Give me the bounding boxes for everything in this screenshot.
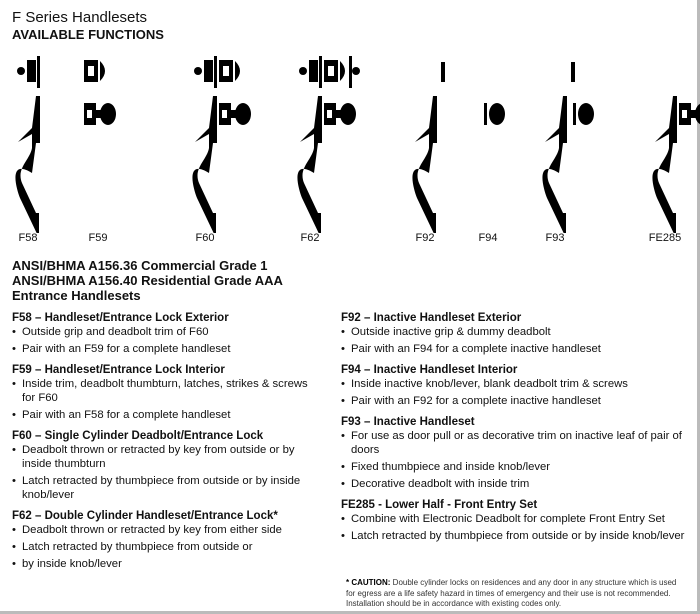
ansi-heading xyxy=(12,258,283,303)
grip-icon xyxy=(192,96,217,233)
ansi-line: ANSI/BHMA A156.40 Residential Grade AAA xyxy=(12,273,283,288)
product-code-label: F94 xyxy=(478,232,498,244)
key-cylinder-icon xyxy=(194,67,202,75)
function-bullet: • Decorative deadbolt with inside trim xyxy=(341,477,691,491)
function-title: F60 – Single Cylinder Deadbolt/Entrance Lock xyxy=(12,430,264,442)
function-section xyxy=(12,509,312,571)
function-title: F93 – Inactive Handleset xyxy=(341,416,475,428)
function-bullet: • Outside grip and deadbolt trim of F60 xyxy=(12,325,312,339)
function-bullet: • Pair with an F59 for a complete handleset xyxy=(12,342,312,356)
grip-icon xyxy=(412,96,437,233)
ansi-line: Entrance Handlesets xyxy=(12,288,141,303)
thumbturn-knob-icon xyxy=(100,61,105,81)
thumbturn-slot xyxy=(88,66,94,76)
dummy-deadbolt-icon xyxy=(441,62,445,82)
key-cylinder-icon xyxy=(17,67,25,75)
handleset-fe285-icon xyxy=(652,96,700,233)
deadbolt-icon xyxy=(309,60,318,82)
knob-icon xyxy=(100,103,116,125)
key-cylinder-icon xyxy=(299,67,307,75)
left-function-list xyxy=(12,311,312,578)
product-code-label: F62 xyxy=(300,232,320,244)
function-section xyxy=(341,415,691,491)
caution-text: Double cylinder locks on residences and any door in any structure which is used for egress are a life safety hazard in times of emergency and their use is not recommended. Installation should be in accordance with existing codes only. xyxy=(346,578,677,608)
product-code-label: F93 xyxy=(545,232,565,244)
function-title: FE285 - Lower Half - Front Entry Set xyxy=(341,499,538,511)
product-code-label: FE285 xyxy=(648,232,682,244)
grip-icon xyxy=(297,96,322,233)
function-title: F58 – Handleset/Entrance Lock Exterior xyxy=(12,312,229,324)
function-bullet: • Pair with an F92 for a complete inactive handleset xyxy=(341,394,691,408)
rose-icon xyxy=(484,103,487,125)
rose-icon xyxy=(573,103,576,125)
function-bullet: • For use as door pull or as decorative trim on inactive leaf of pair of doors xyxy=(341,429,691,457)
function-section xyxy=(341,363,691,408)
right-function-list xyxy=(341,311,691,550)
page-title: F Series Handlesets xyxy=(12,9,148,26)
trim-slot xyxy=(327,110,332,118)
function-bullet: • Fixed thumbpiece and inside knob/lever xyxy=(341,460,691,474)
thumbturn-slot xyxy=(223,66,229,76)
rose-icon xyxy=(319,56,322,88)
handleset-f60-icon xyxy=(192,56,251,233)
function-section xyxy=(12,429,312,502)
knob-neck-icon xyxy=(691,110,697,118)
trim-slot xyxy=(222,110,227,118)
function-bullet: • Inside inactive knob/lever, blank deadbolt trim & screws xyxy=(341,377,691,391)
product-code-label: F60 xyxy=(195,232,215,244)
function-bullet: • Outside inactive grip & dummy deadbolt xyxy=(341,325,691,339)
function-bullet: • Pair with an F58 for a complete handleset xyxy=(12,408,312,422)
grip-icon xyxy=(542,96,567,233)
knob-icon xyxy=(578,103,594,125)
knob-neck-icon xyxy=(231,110,237,118)
deadbolt-icon xyxy=(204,60,213,82)
function-bullet: • Pair with an F94 for a complete inactive handleset xyxy=(341,342,691,356)
function-title: F92 – Inactive Handleset Exterior xyxy=(341,312,522,324)
handleset-f59-icon xyxy=(84,60,116,125)
grip-icon xyxy=(652,96,677,233)
function-section xyxy=(341,311,691,356)
rose-icon xyxy=(37,56,40,88)
function-title: F59 – Handleset/Entrance Lock Interior xyxy=(12,364,225,376)
handleset-f94-icon xyxy=(484,103,505,125)
function-bullet: • Latch retracted by thumbpiece from outside or by inside knob/lever xyxy=(341,529,691,543)
function-title: F94 – Inactive Handleset Interior xyxy=(341,364,518,376)
handleset-f58-icon xyxy=(15,56,40,233)
handleset-f92-icon xyxy=(412,62,445,233)
function-bullet: • Latch retracted by thumbpiece from outside or xyxy=(12,540,312,554)
function-section xyxy=(341,498,691,543)
function-section xyxy=(12,363,312,422)
knob-icon xyxy=(235,103,251,125)
knob-neck-icon xyxy=(96,110,102,118)
function-bullet: • Deadbolt thrown or retracted by key from outside or by inside thumbturn xyxy=(12,443,312,471)
function-bullet: • Combine with Electronic Deadbolt for complete Front Entry Set xyxy=(341,512,691,526)
trim-slot xyxy=(682,110,687,118)
function-bullet: • by inside knob/lever xyxy=(12,557,312,571)
rose-icon xyxy=(349,56,352,88)
caution-label: * CAUTION: xyxy=(346,578,391,587)
knob-icon xyxy=(340,103,356,125)
page-subtitle: AVAILABLE FUNCTIONS xyxy=(12,27,164,42)
function-title: F62 – Double Cylinder Handleset/Entrance Lock* xyxy=(12,510,278,522)
thumbturn-slot xyxy=(328,66,334,76)
grip-icon xyxy=(15,96,40,233)
caution-note xyxy=(340,578,685,610)
function-bullet: • Latch retracted by thumbpiece from outside or by inside knob/lever xyxy=(12,474,312,502)
function-bullet: • Inside trim, deadbolt thumbturn, latches, strikes & screws for F60 xyxy=(12,377,312,405)
knob-neck-icon xyxy=(336,110,342,118)
knob-icon xyxy=(489,103,505,125)
deadbolt-icon xyxy=(27,60,36,82)
product-code-label: F59 xyxy=(88,232,108,244)
key-cylinder-icon xyxy=(352,67,360,75)
product-code-label: F92 xyxy=(415,232,435,244)
handleset-f93-icon xyxy=(542,62,594,233)
dummy-deadbolt-icon xyxy=(571,62,575,82)
ansi-line: ANSI/BHMA A156.36 Commercial Grade 1 xyxy=(12,258,268,273)
thumbturn-knob-icon xyxy=(235,61,240,81)
rose-icon xyxy=(214,56,217,88)
function-bullet: • Deadbolt thrown or retracted by key from either side xyxy=(12,523,312,537)
handleset-f62-icon xyxy=(297,56,360,233)
handleset-illustrations xyxy=(0,48,700,233)
thumbturn-knob-icon xyxy=(340,61,345,81)
trim-slot xyxy=(87,110,92,118)
product-code-label: F58 xyxy=(18,232,38,244)
function-section xyxy=(12,311,312,356)
